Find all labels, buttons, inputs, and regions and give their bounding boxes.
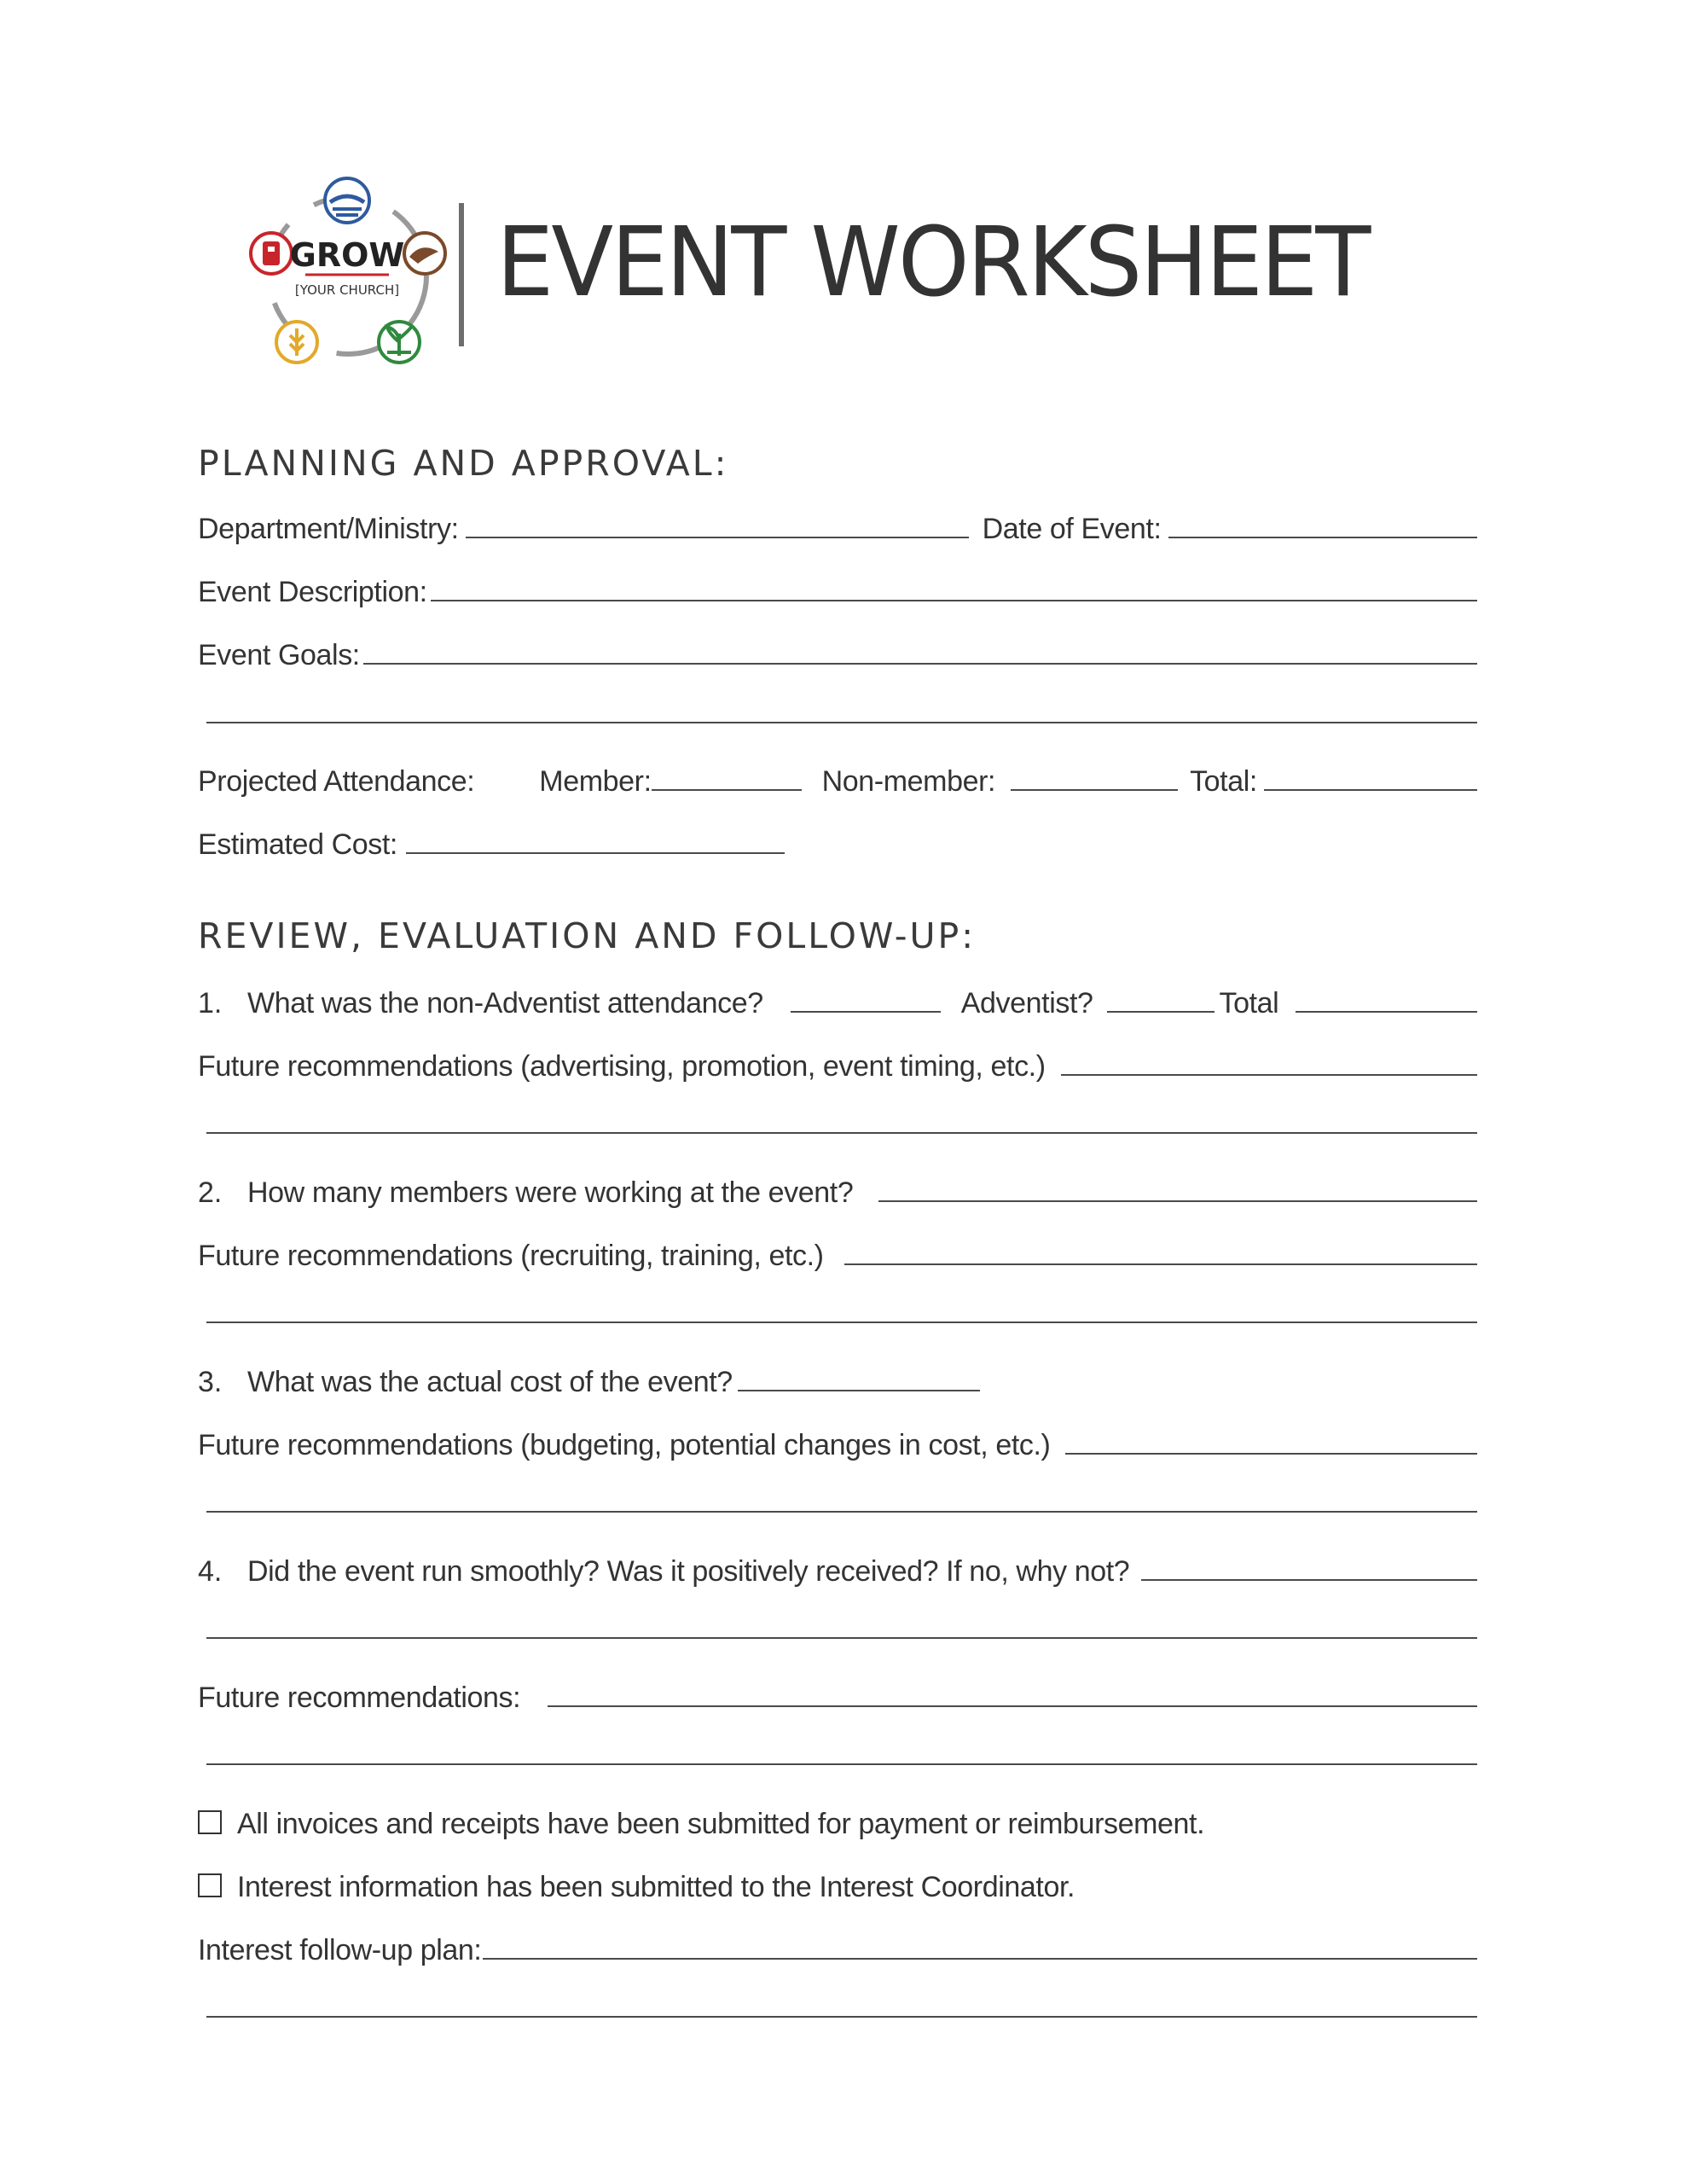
review-section-heading: REVIEW, EVALUATION AND FOLLOW-UP: — [198, 915, 977, 956]
question-1-total-label: Total — [1219, 987, 1279, 1019]
wheat-emblem-icon — [276, 322, 317, 363]
future-recommendations-1-row — [198, 1041, 1477, 1083]
future-recommendations-2-row — [198, 1230, 1477, 1273]
department-date-row — [198, 503, 1477, 546]
projected-attendance-label: Projected Attendance: — [198, 765, 475, 798]
adventist-attendance-field[interactable] — [1107, 1011, 1215, 1013]
date-of-event-label: Date of Event: — [982, 513, 1162, 545]
actual-cost-field[interactable] — [738, 1390, 980, 1391]
future-recommendations-3-field[interactable] — [1065, 1453, 1477, 1455]
planning-section-heading: PLANNING AND APPROVAL: — [198, 443, 729, 484]
department-label: Department/Ministry: — [198, 513, 459, 545]
invoices-submitted-label: All invoices and receipts have been submitted for payment or reimbursement. — [237, 1808, 1205, 1840]
event-description-row — [198, 566, 1477, 609]
globe-emblem-icon — [325, 178, 369, 223]
event-description-field[interactable] — [431, 600, 1477, 601]
members-working-field[interactable] — [878, 1200, 1477, 1202]
question-4-text: Did the event run smoothly? Was it positively received? If no, why not? — [247, 1555, 1130, 1588]
interest-info-submitted-checkbox[interactable] — [198, 1873, 222, 1897]
header-divider — [459, 203, 464, 346]
invoices-checkbox-row — [198, 1798, 1477, 1841]
non-member-count-field[interactable] — [1011, 789, 1178, 791]
invoices-submitted-checkbox[interactable] — [198, 1810, 222, 1834]
interest-checkbox-row — [198, 1862, 1477, 1904]
question-1-number: 1. — [198, 987, 223, 1019]
future-recommendations-1-field-line-2[interactable] — [206, 1132, 1477, 1134]
estimated-cost-field[interactable] — [406, 852, 785, 854]
interest-followup-label: Interest follow-up plan: — [198, 1934, 482, 1966]
logo-brand: GROW — [289, 236, 405, 274]
future-recommendations-1-field[interactable] — [1061, 1074, 1477, 1076]
logo-subtitle: [YOUR CHURCH] — [294, 282, 400, 298]
estimated-cost-label: Estimated Cost: — [198, 828, 397, 861]
future-recommendations-4-field[interactable] — [548, 1705, 1477, 1707]
member-label: Member: — [539, 765, 652, 798]
question-2-text: How many members were working at the event? — [247, 1176, 854, 1209]
future-recommendations-2-label: Future recommendations (recruiting, training, etc.) — [198, 1240, 824, 1272]
event-goals-field-line-2[interactable] — [206, 722, 1477, 723]
event-description-label: Event Description: — [198, 576, 427, 608]
event-smoothness-field[interactable] — [1141, 1579, 1477, 1581]
projected-attendance-row — [198, 756, 1477, 799]
interest-info-submitted-label: Interest information has been submitted to the Interest Coordinator. — [237, 1871, 1075, 1903]
question-1-total-field[interactable] — [1296, 1011, 1477, 1013]
question-1-row — [198, 978, 1477, 1020]
question-4-number: 4. — [198, 1555, 223, 1588]
total-attendance-field[interactable] — [1264, 789, 1477, 791]
question-2-number: 2. — [198, 1176, 223, 1209]
plant-emblem-icon — [379, 322, 420, 363]
future-recommendations-2-field[interactable] — [844, 1263, 1477, 1265]
interest-followup-field[interactable] — [483, 1958, 1477, 1960]
member-count-field[interactable] — [652, 789, 802, 791]
future-recommendations-2-field-line-2[interactable] — [206, 1321, 1477, 1323]
question-1-text: What was the non-Adventist attendance? — [247, 987, 763, 1019]
question-3-number: 3. — [198, 1366, 223, 1398]
total-label: Total: — [1190, 765, 1257, 798]
date-of-event-field[interactable] — [1168, 537, 1478, 538]
page-title: EVENT WORKSHEET — [496, 207, 1369, 318]
estimated-cost-row — [198, 819, 1477, 862]
question-3-row — [198, 1356, 1477, 1399]
future-recommendations-3-label: Future recommendations (budgeting, potential changes in cost, etc.) — [198, 1429, 1051, 1461]
event-goals-row — [198, 630, 1477, 672]
question-4-row — [198, 1546, 1477, 1589]
event-smoothness-field-line-2[interactable] — [206, 1637, 1477, 1639]
future-recommendations-4-field-line-2[interactable] — [206, 1763, 1477, 1765]
future-recommendations-3-field-line-2[interactable] — [206, 1511, 1477, 1513]
non-member-label: Non-member: — [821, 765, 996, 798]
interest-followup-row — [198, 1925, 1477, 1967]
hands-emblem-icon — [404, 233, 445, 274]
future-recommendations-4-label: Future recommendations: — [198, 1682, 521, 1714]
interest-followup-field-line-2[interactable] — [206, 2016, 1477, 2018]
department-field[interactable] — [466, 537, 969, 538]
future-recommendations-1-label: Future recommendations (advertising, promotion, event timing, etc.) — [198, 1050, 1046, 1083]
grow-church-logo — [247, 175, 452, 371]
non-adventist-attendance-field[interactable] — [791, 1011, 941, 1013]
adventist-label: Adventist? — [960, 987, 1093, 1019]
question-3-text: What was the actual cost of the event? — [247, 1366, 733, 1398]
future-recommendations-4-row — [198, 1672, 1477, 1715]
bible-emblem-icon — [251, 233, 292, 274]
event-goals-field[interactable] — [363, 663, 1477, 665]
question-2-row — [198, 1167, 1477, 1210]
event-goals-label: Event Goals: — [198, 639, 360, 671]
future-recommendations-3-row — [198, 1420, 1477, 1462]
